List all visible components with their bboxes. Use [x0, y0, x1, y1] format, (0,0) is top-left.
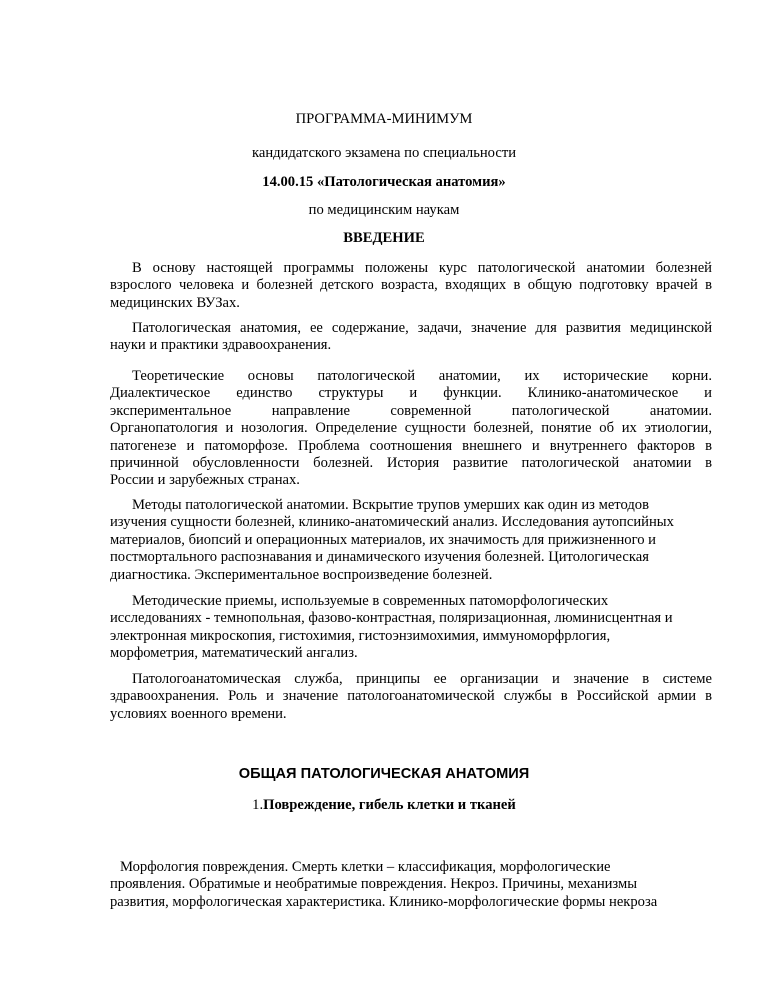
paragraph-line: Патологическая анатомия, ее содержание, задачи, значение для развития медицинской: [132, 320, 712, 336]
subsection-number: 1.: [252, 797, 264, 813]
paragraph-line: диагностика. Экспериментальное воспроизведение болезней.: [110, 566, 493, 583]
paragraph-line: Методические приемы, используемые в современных патоморфологических: [132, 593, 609, 609]
paragraph-line: В основу настоящей программы положены курс патологической анатомии болезней: [132, 260, 712, 276]
paragraph-line: условиях военного времени.: [110, 705, 287, 722]
paragraph-line: взрослого человека и болезней детского возраста, входящих в общую подготовку врачей в: [110, 277, 712, 294]
paragraph-line: Морфология повреждения. Смерть клетки – классификация, морфологические: [120, 859, 611, 875]
paragraph-line: Теоретические основы патологической анатомии, их исторические корни.: [132, 368, 712, 384]
paragraph-line: изучения сущности болезней, клинико-анатомический анализ. Исследования аутопсийных: [110, 514, 674, 531]
paragraph-line: электронная микроскопия, гистохимия, гистоэнзимохимия, иммуноморфрлогия,: [110, 627, 611, 644]
paragraph-line: проявления. Обратимые и необратимые повреждения. Некроз. Причины, механизмы: [110, 876, 638, 893]
exam-line: кандидатского экзамена по специальности: [251, 145, 517, 161]
paragraph-line: экспериментальное направление современной патологической анатомии.: [110, 402, 712, 419]
specialty-title: 14.00.15 «Патологическая анатомия»: [262, 174, 506, 190]
paragraph-line: морфометрия, математический ангализ.: [110, 645, 358, 662]
paragraph-line: Методы патологической анатомии. Вскрытие трупов умерших как один из методов: [132, 497, 649, 513]
intro-paragraph-4: [110, 497, 712, 584]
intro-paragraph-2: [110, 320, 712, 355]
paragraph-line: России и зарубежных странах.: [110, 472, 300, 489]
paragraph-line: материалов, биопсий и операционных материалов, их значимость для прижизненного и: [110, 531, 656, 548]
paragraph-line: исследованиях - темнопольная, фазово-контрастная, поляризационная, люминисцентная и: [110, 610, 673, 627]
general-paragraph-1: [110, 859, 712, 911]
intro-paragraph-6: [110, 671, 712, 723]
program-title: ПРОГРАММА-МИНИМУМ: [295, 111, 473, 127]
paragraph-line: науки и практики здравоохранения.: [110, 337, 332, 354]
paragraph-line: патогенезе и патоморфозе. Проблема соотношения внешнего и внутреннего факторов в: [110, 437, 712, 454]
paragraph-line: Органопатология и нозология. Определение сущности болезней, понятие об их этиологии,: [110, 420, 712, 437]
paragraph-line: постмортального распознавания и динамического изучения болезней. Цитологическая: [110, 549, 649, 566]
intro-paragraph-1: [110, 260, 712, 312]
paragraph-line: Патологоанатомическая служба, принципы ее организации и значение в системе: [132, 671, 712, 687]
intro-heading: ВВЕДЕНИЕ: [343, 230, 425, 246]
paragraph-line: медицинских ВУЗах.: [110, 294, 240, 311]
science-line: по медицинским наукам: [308, 202, 460, 218]
paragraph-line: Диалектическое единство структуры и функции. Клинико-анатомическое и: [110, 385, 712, 402]
paragraph-line: здравоохранения. Роль и значение патологоанатомической службы в Российской армии в: [110, 688, 712, 705]
general-section-heading: ОБЩАЯ ПАТОЛОГИЧЕСКАЯ АНАТОМИЯ: [238, 766, 530, 782]
subsection-name: Повреждение, гибель клетки и тканей: [263, 797, 516, 813]
intro-paragraph-5: [110, 593, 712, 663]
intro-paragraph-3: [110, 368, 712, 490]
paragraph-line: развития, морфологическая характеристика. Клинико-морфологические формы некроза: [110, 893, 658, 910]
subsection-title: [0, 797, 768, 814]
paragraph-line: причинной обусловленности болезней. История развитие патологической анатомии в: [110, 455, 712, 472]
